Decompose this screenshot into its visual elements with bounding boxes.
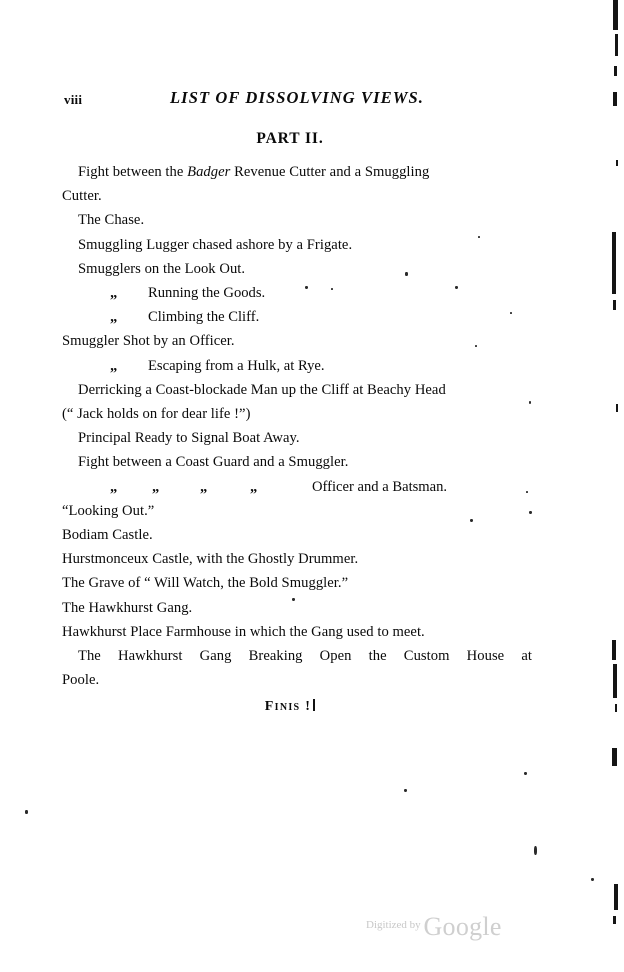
ditto-mark: „ (200, 478, 208, 495)
view-list-item-continuation: Cutter. (62, 188, 102, 205)
view-list-item-label: Hurstmonceux Castle, with the Ghostly Drummer. (62, 551, 359, 568)
scan-edge-artifact (616, 404, 618, 412)
running-head (0, 88, 624, 112)
scan-speck-artifact (591, 878, 594, 881)
ditto-mark: „ (152, 478, 160, 495)
view-list-item-ditto (62, 475, 532, 499)
scan-edge-artifact (615, 34, 618, 56)
scan-speck-artifact (534, 846, 537, 855)
scan-speck-artifact (529, 401, 531, 404)
view-list-item-label: Derricking a Coast-blockade Man up the Cliff at Beachy Head (78, 381, 446, 398)
scan-speck-artifact (292, 598, 295, 601)
scan-edge-artifact (614, 884, 618, 910)
view-list-item-label: Running the Goods. (148, 285, 266, 302)
scan-speck-artifact (478, 236, 480, 238)
view-list-item-label: Smugglers on the Look Out. (78, 260, 246, 277)
view-list-item-continuation: Poole. (62, 672, 100, 689)
running-head-title: LIST OF DISSOLVING VIEWS. (170, 88, 424, 107)
ditto-mark: „ (110, 309, 118, 326)
finis-label: Finis ! (264, 699, 312, 714)
italic-ship-name: Badger (187, 164, 231, 180)
watermark-prefix: Digitized by (366, 919, 421, 931)
view-list-item-label: The Hawkhurst Gang. (62, 599, 193, 616)
page-folio-number: viii (64, 92, 83, 107)
scan-stray-bar-artifact (313, 699, 315, 711)
scan-speck-artifact (470, 519, 473, 522)
scan-speck-artifact (455, 286, 458, 289)
view-list-item-label: Fight between a Coast Guard and a Smuggler. (78, 454, 349, 471)
scan-edge-artifact (613, 0, 618, 30)
ditto-mark: „ (110, 478, 118, 495)
view-list-item-ditto (62, 354, 532, 378)
scan-edge-artifact (613, 664, 617, 698)
scan-edge-artifact (614, 66, 617, 76)
ditto-mark: „ (110, 285, 118, 302)
finis-mark (0, 698, 624, 716)
view-list-item-label: Smuggling Lugger chased ashore by a Frigate. (78, 236, 353, 253)
view-list-item-label: Escaping from a Hulk, at Rye. (148, 357, 325, 374)
scan-speck-artifact (510, 312, 512, 314)
scan-edge-artifact (612, 640, 616, 660)
view-list-item-label: Principal Ready to Signal Boat Away. (78, 430, 300, 447)
ditto-mark: „ (110, 357, 118, 374)
google-logo-text: Google (423, 912, 502, 941)
scan-speck-artifact (526, 491, 528, 493)
view-list-item-continuation: (“ Jack holds on for dear life !”) (62, 405, 251, 422)
view-list-item-label: “Looking Out.” (62, 502, 155, 519)
scan-speck-artifact (404, 789, 407, 792)
part-heading: PART II. (256, 130, 324, 147)
scan-speck-artifact (305, 286, 308, 289)
view-list-item-label: The Grave of “ Will Watch, the Bold Smuggler.” (62, 575, 349, 592)
view-list-item-label: Officer and a Batsman. (312, 478, 448, 495)
view-list-item-label: The Chase. (78, 212, 145, 229)
ditto-mark: „ (250, 478, 258, 495)
views-list (62, 160, 532, 692)
view-list-item-label: Bodiam Castle. (62, 526, 153, 543)
view-list-item-label: Hawkhurst Place Farmhouse in which the Gang used to meet. (62, 623, 425, 640)
scan-speck-artifact (529, 511, 532, 514)
scan-edge-artifact (613, 300, 616, 310)
scan-edge-artifact (612, 232, 616, 294)
view-list-item-label: Climbing the Cliff. (148, 309, 260, 326)
scan-speck-artifact (405, 272, 408, 276)
scan-edge-artifact (613, 916, 616, 924)
view-list-item-label: Fight between the Badger Revenue Cutter and a Smuggling (78, 164, 430, 180)
digitized-by-google-watermark (366, 912, 502, 941)
scan-edge-artifact (613, 92, 617, 106)
scan-speck-artifact (475, 345, 477, 347)
scan-edge-artifact (616, 160, 618, 166)
view-list-item-label: Smuggler Shot by an Officer. (62, 333, 235, 350)
view-list-item-ditto (62, 305, 532, 329)
scan-speck-artifact (524, 772, 527, 775)
view-list-item-label: The Hawkhurst Gang Breaking Open the Custom House at (78, 648, 532, 664)
scan-speck-artifact (331, 288, 333, 290)
scan-edge-artifact (612, 748, 617, 766)
scan-speck-artifact (25, 810, 28, 814)
view-list-item-ditto (62, 281, 532, 305)
scan-edge-artifact (615, 704, 617, 712)
